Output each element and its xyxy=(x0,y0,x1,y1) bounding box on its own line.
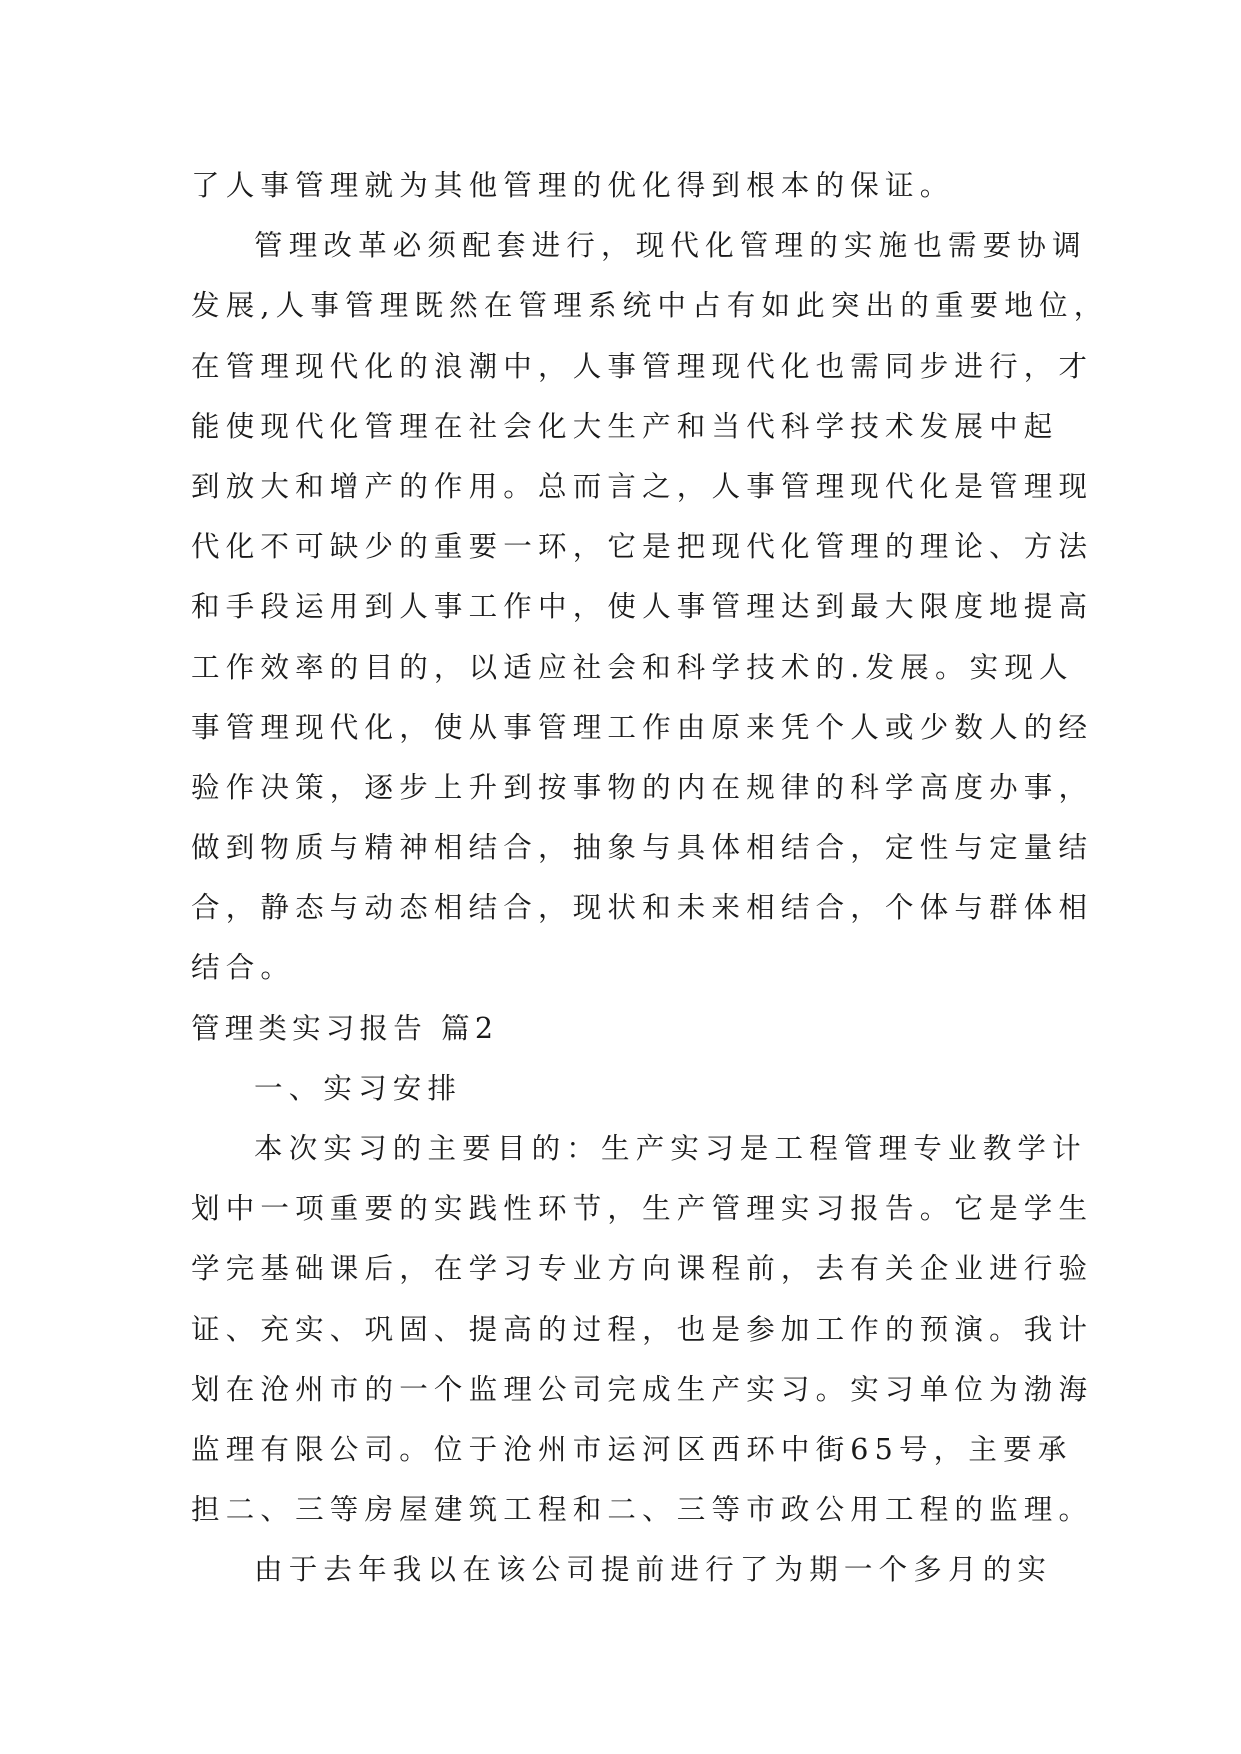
paragraph-line: 在管理现代化的浪潮中，人事管理现代化也需同步进行，才 xyxy=(191,349,1094,383)
paragraph-line: 结合。 xyxy=(191,951,296,985)
paragraph-line: 验作决策，逐步上升到按事物的内在规律的科学高度办事， xyxy=(191,770,1094,804)
paragraph-line: 发展,人事管理既然在管理系统中占有如此突出的重要地位， xyxy=(191,289,1109,323)
paragraph-line: 本次实习的主要目的：生产实习是工程管理专业教学计 xyxy=(254,1132,1087,1165)
paragraph-line: 工作效率的目的，以适应社会和科学技术的.发展。实现人 xyxy=(191,650,1074,684)
paragraph-line: 监理有限公司。位于沧州市运河区西环中街65号，主要承 xyxy=(191,1432,1073,1466)
subsection-heading: 一、实习安排 xyxy=(254,1071,463,1105)
section-heading: 管理类实习报告 篇2 xyxy=(191,1011,499,1045)
paragraph-line: 到放大和增产的作用。总而言之，人事管理现代化是管理现 xyxy=(191,469,1094,503)
paragraph-line: 做到物质与精神相结合，抽象与具体相结合，定性与定量结 xyxy=(191,831,1094,865)
paragraph-line: 能使现代化管理在社会化大生产和当代科学技术发展中起 xyxy=(191,409,1059,443)
paragraph-line: 合，静态与动态相结合，现状和未来相结合，个体与群体相 xyxy=(191,891,1094,925)
paragraph-line: 划中一项重要的实践性环节，生产管理实习报告。它是学生 xyxy=(191,1192,1094,1226)
paragraph-line: 了人事管理就为其他管理的优化得到根本的保证。 xyxy=(191,169,955,202)
document-body xyxy=(191,156,1109,1601)
paragraph-line: 学完基础课后，在学习专业方向课程前，去有关企业进行验 xyxy=(191,1252,1094,1286)
paragraph-line: 和手段运用到人事工作中，使人事管理达到最大限度地提高 xyxy=(191,590,1094,624)
paragraph-line: 划在沧州市的一个监理公司完成生产实习。实习单位为渤海 xyxy=(191,1372,1094,1406)
paragraph-line: 证、充实、巩固、提高的过程，也是参加工作的预演。我计 xyxy=(191,1312,1094,1346)
paragraph-line: 代化不可缺少的重要一环，它是把现代化管理的理论、方法 xyxy=(191,530,1094,564)
paragraph-line: 由于去年我以在该公司提前进行了为期一个多月的实 xyxy=(254,1553,1053,1587)
paragraph-line: 管理改革必须配套进行，现代化管理的实施也需要协调 xyxy=(254,229,1087,263)
paragraph-line: 事管理现代化，使从事管理工作由原来凭个人或少数人的经 xyxy=(191,710,1094,744)
paragraph-line: 担二、三等房屋建筑工程和二、三等市政公用工程的监理。 xyxy=(191,1493,1094,1527)
